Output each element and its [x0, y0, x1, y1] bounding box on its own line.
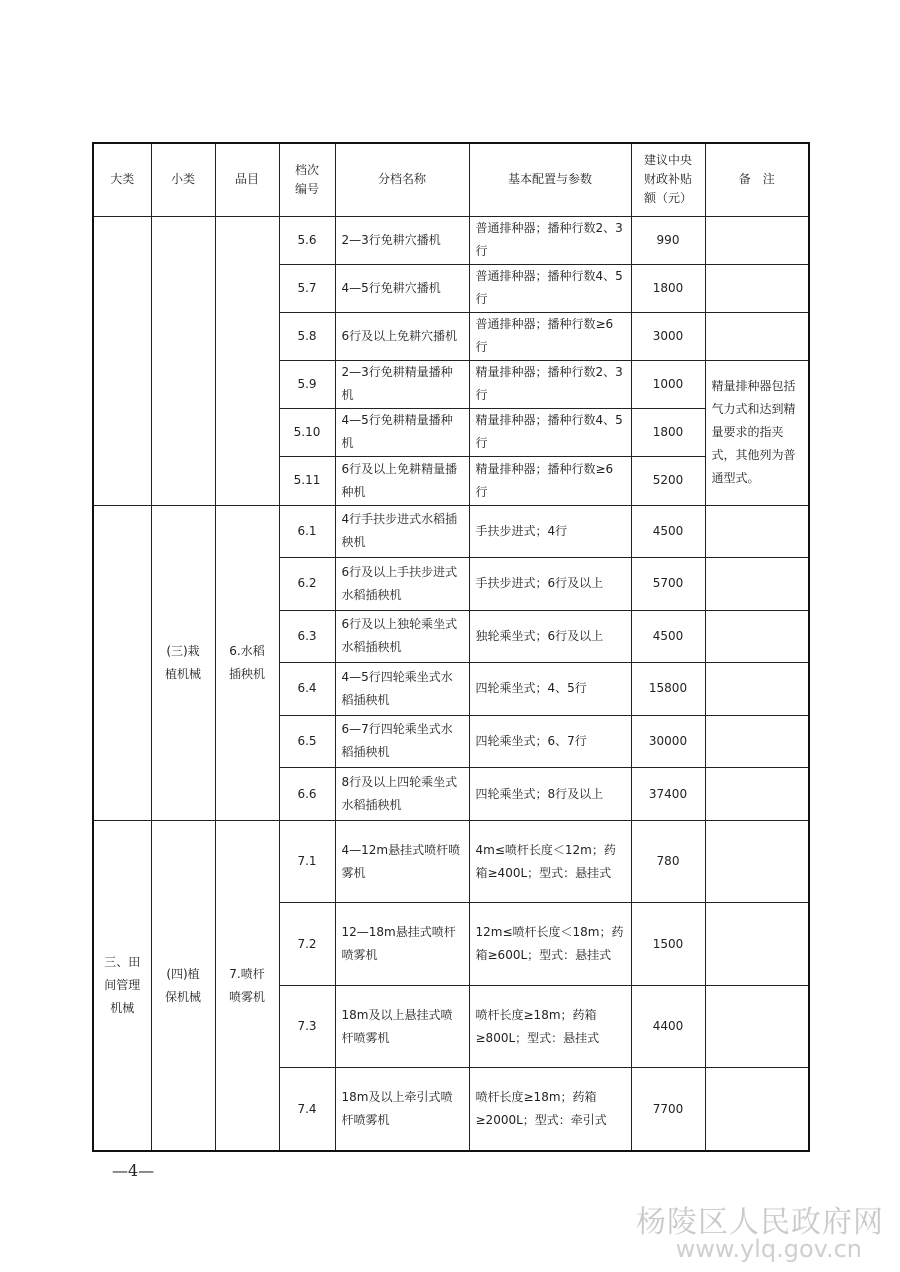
grade-name: 4—5行免耕精量播种机	[335, 408, 469, 456]
watermark-name: 杨陵区人民政府网	[636, 1205, 884, 1240]
grade-name: 8行及以上四轮乘坐式水稻插秧机	[335, 768, 469, 821]
header-grade-no: 档次 编号	[279, 143, 335, 216]
remark	[705, 505, 809, 557]
table-row	[93, 216, 809, 264]
remark	[705, 715, 809, 767]
table-header-row	[93, 143, 809, 216]
grade-name: 6行及以上免耕精量播种机	[335, 456, 469, 505]
config: 手扶步进式；6行及以上	[469, 557, 631, 610]
config: 精量排种器；播种行数2、3行	[469, 360, 631, 408]
subsidy: 7700	[631, 1068, 705, 1151]
grade-name: 12—18m悬挂式喷杆喷雾机	[335, 903, 469, 986]
config: 四轮乘坐式；4、5行	[469, 662, 631, 715]
subsidy: 990	[631, 216, 705, 264]
grade-name: 4—5行四轮乘坐式水稻插秧机	[335, 662, 469, 715]
remark	[705, 216, 809, 264]
grade-no: 6.5	[279, 715, 335, 767]
grade-name: 6行及以上手扶步进式水稻插秧机	[335, 557, 469, 610]
config: 喷杆长度≥18m；药箱≥800L；型式：悬挂式	[469, 986, 631, 1068]
subsidy: 1800	[631, 408, 705, 456]
grade-no: 6.2	[279, 557, 335, 610]
table-row	[93, 505, 809, 557]
grade-no: 6.3	[279, 610, 335, 662]
grade-name: 6行及以上独轮乘坐式水稻插秧机	[335, 610, 469, 662]
remark	[705, 557, 809, 610]
config: 独轮乘坐式；6行及以上	[469, 610, 631, 662]
subsidy: 4500	[631, 610, 705, 662]
grade-no: 5.6	[279, 216, 335, 264]
subcategory-planting: (三)栽 植机械	[151, 505, 215, 820]
subsidy: 15800	[631, 662, 705, 715]
page-number: —4—	[112, 1161, 155, 1180]
subsidy: 4500	[631, 505, 705, 557]
item-rice-transplanter: 6.水稻 插秧机	[215, 505, 279, 820]
grade-name: 4行手扶步进式水稻插秧机	[335, 505, 469, 557]
grade-no: 5.7	[279, 264, 335, 312]
config: 四轮乘坐式；8行及以上	[469, 768, 631, 821]
grade-no: 6.4	[279, 662, 335, 715]
config: 12m≤喷杆长度＜18m；药箱≥600L；型式：悬挂式	[469, 903, 631, 986]
remark	[705, 312, 809, 360]
subsidy: 5700	[631, 557, 705, 610]
grade-name: 18m及以上牵引式喷杆喷雾机	[335, 1068, 469, 1151]
grade-no: 7.3	[279, 986, 335, 1068]
header-subcategory: 小类	[151, 143, 215, 216]
grade-no: 6.1	[279, 505, 335, 557]
grade-name: 2—3行免耕穴播机	[335, 216, 469, 264]
grade-name: 4—5行免耕穴播机	[335, 264, 469, 312]
category-field-management: 三、田 间管理 机械	[93, 821, 151, 1151]
config: 普通排种器；播种行数≥6行	[469, 312, 631, 360]
grade-no: 7.1	[279, 821, 335, 903]
category-cell-empty	[93, 216, 151, 505]
grade-name: 2—3行免耕精量播种机	[335, 360, 469, 408]
remark	[705, 768, 809, 821]
remark	[705, 610, 809, 662]
header-category: 大类	[93, 143, 151, 216]
grade-name: 4—12m悬挂式喷杆喷雾机	[335, 821, 469, 903]
grade-name: 6行及以上免耕穴播机	[335, 312, 469, 360]
header-config: 基本配置与参数	[469, 143, 631, 216]
subcategory-plant-protection: (四)植 保机械	[151, 821, 215, 1151]
subsidy: 1800	[631, 264, 705, 312]
grade-no: 5.8	[279, 312, 335, 360]
grade-name: 6—7行四轮乘坐式水稻插秧机	[335, 715, 469, 767]
header-subsidy: 建议中央 财政补贴 额（元）	[631, 143, 705, 216]
header-item: 品目	[215, 143, 279, 216]
subsidy: 1500	[631, 903, 705, 986]
grade-no: 7.2	[279, 903, 335, 986]
subsidy: 5200	[631, 456, 705, 505]
grade-no: 6.6	[279, 768, 335, 821]
subsidy: 37400	[631, 768, 705, 821]
remark	[705, 662, 809, 715]
remark	[705, 1068, 809, 1151]
subsidy: 780	[631, 821, 705, 903]
item-boom-sprayer: 7.喷杆 喷雾机	[215, 821, 279, 1151]
subsidy: 3000	[631, 312, 705, 360]
subsidy-table	[92, 142, 810, 1152]
grade-no: 7.4	[279, 1068, 335, 1151]
config: 4m≤喷杆长度＜12m；药箱≥400L；型式：悬挂式	[469, 821, 631, 903]
subsidy: 30000	[631, 715, 705, 767]
precision-remark: 精量排种器包括气力式和达到精量要求的指夹式，其他列为普通型式。	[705, 360, 809, 505]
subsidy: 1000	[631, 360, 705, 408]
subcategory-cell-empty	[151, 216, 215, 505]
table-row	[93, 821, 809, 903]
watermark-url: www.ylq.gov.cn	[675, 1235, 862, 1263]
remark	[705, 903, 809, 986]
remark	[705, 986, 809, 1068]
config: 精量排种器；播种行数4、5行	[469, 408, 631, 456]
subsidy: 4400	[631, 986, 705, 1068]
config: 普通排种器；播种行数4、5行	[469, 264, 631, 312]
grade-no: 5.9	[279, 360, 335, 408]
category-cell-empty	[93, 505, 151, 820]
header-remark: 备 注	[705, 143, 809, 216]
grade-name: 18m及以上悬挂式喷杆喷雾机	[335, 986, 469, 1068]
remark	[705, 821, 809, 903]
remark	[705, 264, 809, 312]
config: 四轮乘坐式；6、7行	[469, 715, 631, 767]
config: 喷杆长度≥18m；药箱≥2000L；型式：牵引式	[469, 1068, 631, 1151]
config: 手扶步进式；4行	[469, 505, 631, 557]
grade-no: 5.10	[279, 408, 335, 456]
grade-no: 5.11	[279, 456, 335, 505]
config: 普通排种器；播种行数2、3行	[469, 216, 631, 264]
item-cell-empty	[215, 216, 279, 505]
header-grade-name: 分档名称	[335, 143, 469, 216]
config: 精量排种器；播种行数≥6行	[469, 456, 631, 505]
